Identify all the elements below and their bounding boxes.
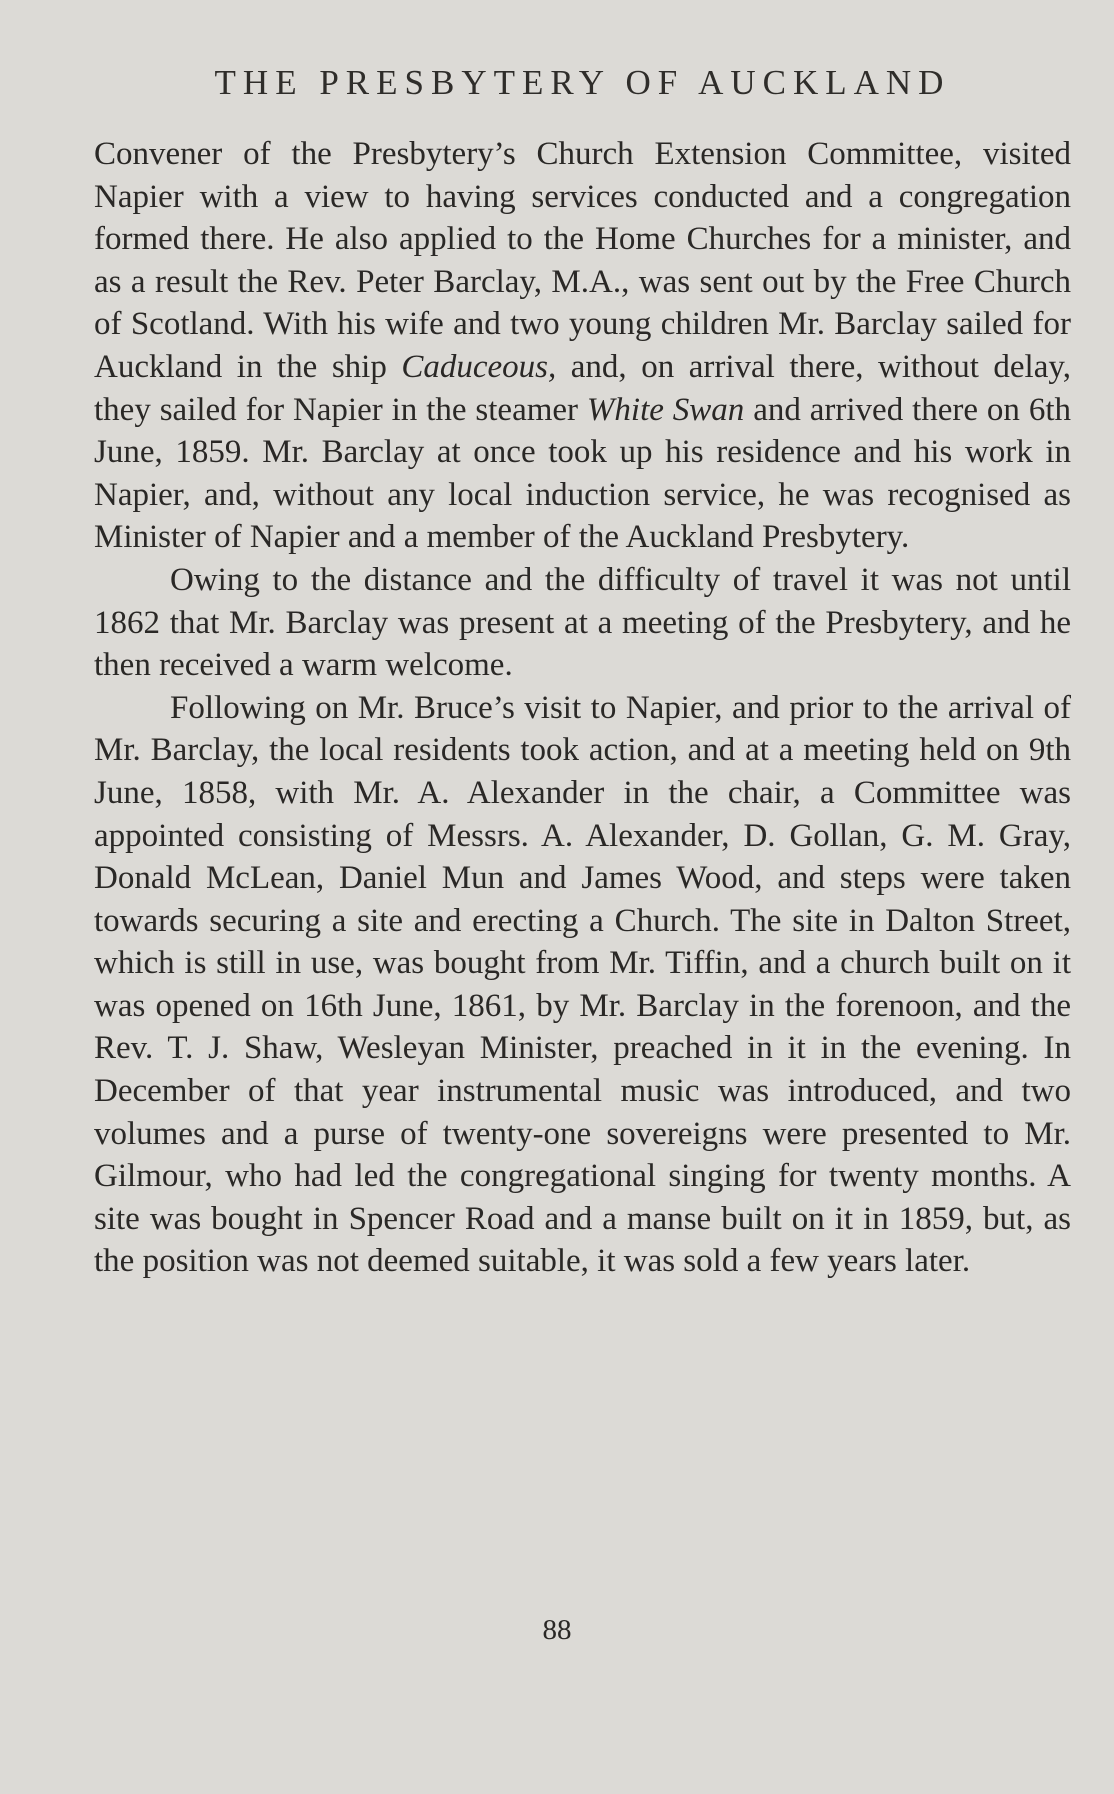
paragraph-2: Owing to the distance and the difficulty of travel it was not until 1862 that Mr. Barclay was present at a meeting of the Presbytery, and he then received a warm welcome. (94, 561, 1071, 684)
paragraph-1-part-1: Convener of the Presbytery’s Church Extension Committee, visited Napier with a view to having services conducted and a congregation formed there. He also applied to the Home Churches for a minister, and as a result the Rev. Peter Barclay, M.A., was sent out by the Free Church of Scotland. With his wife and two young children Mr. Barclay sailed for Auckland in the ship (94, 136, 1071, 385)
paragraph-3: Following on Mr. Bruce’s visit to Napier, and prior to the arrival of Mr. Barclay, the local residents took action, and at a meeting held on 9th June, 1858, with Mr. A. Alexander in the chair, a Committee was appointed consisting of Messrs. A. Alexander, D. Gollan, G. M. Gray, Donald McLean, Daniel Mun and James Wood, and steps were taken towards securing a site and erecting a Church. The site in Dalton Street, which is still in use, was bought from Mr. Tiffin, and a church built on it was opened on 16th June, 1861, by Mr. Barclay in the forenoon, and the Rev. T. J. Shaw, Wesleyan Minister, preached in it in the evening. In December of that year instrumental music was introduced, and two volumes and a purse of twenty-one sovereigns were presented to Mr. Gilmour, who had led the congregational singing for twenty months. A site was bought in Spencer Road and a manse built on it in 1859, but, as the position was not deemed suitable, it was sold a few years later. (94, 689, 1071, 1280)
body-text (94, 133, 1071, 1283)
ship-name-white-swan: White Swan (586, 391, 745, 428)
running-head: THE PRESBYTERY OF AUCKLAND (214, 63, 951, 102)
page-number: 88 (542, 1614, 572, 1646)
paragraph-1 (94, 133, 1071, 559)
ship-name-caduceous: Caduceous, (401, 348, 557, 385)
paragraph-1-part-3: and arrived there on 6th June, 1859. Mr. Barclay at once took up his residence and his work in Napier, and, without any local induction service, he was recognised as Minister of Napier and a member of the Auckland Presbytery. (94, 391, 1071, 556)
paragraph-1-part-2: and, on arrival there, without delay, they sailed for Napier in the steamer (94, 348, 1071, 428)
